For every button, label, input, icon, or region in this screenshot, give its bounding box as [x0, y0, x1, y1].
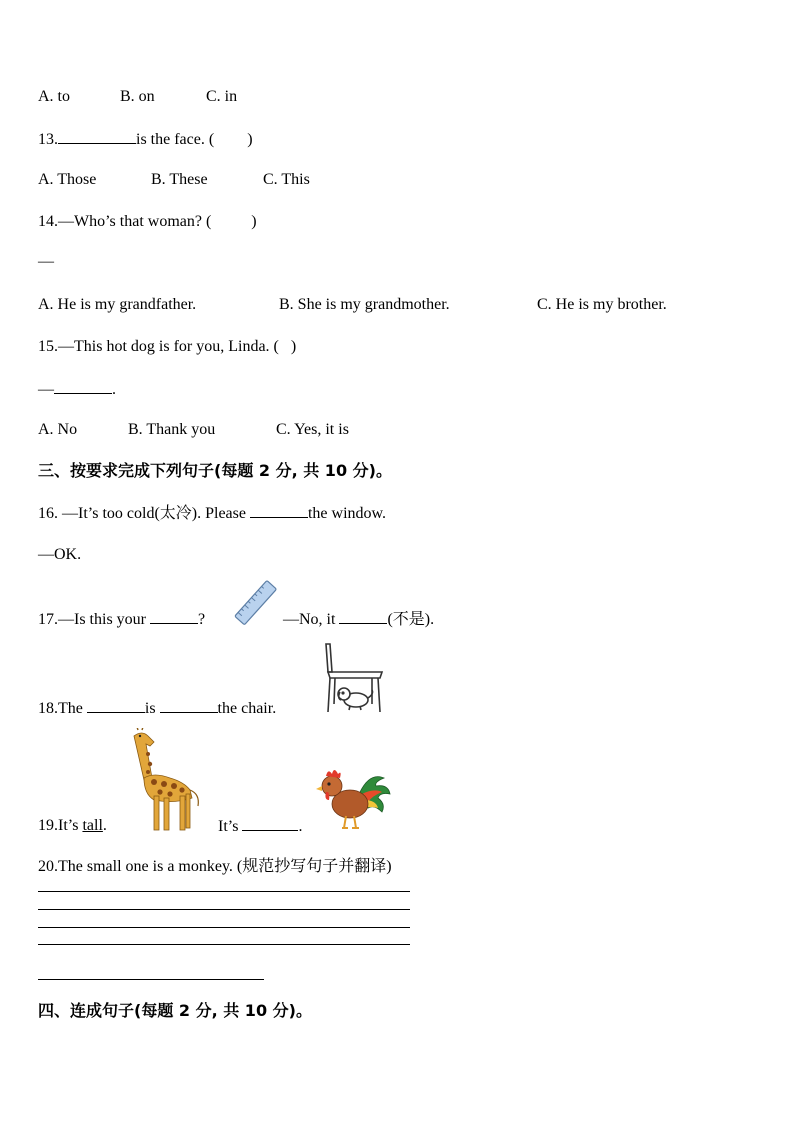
q15-blank: [54, 379, 112, 394]
q12-option-b: B. on: [120, 88, 155, 105]
ruler-icon: [230, 580, 282, 626]
q13-number: 13.: [38, 131, 58, 148]
q18-blank-2: [160, 698, 218, 713]
q15-option-c: C. Yes, it is: [276, 421, 349, 438]
q17-blank-1: [150, 609, 198, 624]
q18-blank-1: [87, 698, 145, 713]
q18-part1: 18.The: [38, 700, 83, 717]
section-3-title: 三、按要求完成下列句子(每题 2 分, 共 10 分)。: [38, 461, 392, 480]
q17-part2: —No, it: [283, 611, 336, 628]
q15-answer-line: [38, 379, 116, 400]
q18-part3: the chair.: [217, 700, 277, 717]
q13-text: is the face. (: [136, 131, 215, 148]
q14-text: 14.—Who’s that woman? (: [38, 213, 212, 230]
q15-option-b: B. Thank you: [128, 421, 216, 438]
question-18: [38, 698, 276, 719]
q14-answer-dash: —: [38, 253, 54, 270]
q13-option-c: C. This: [263, 171, 310, 188]
q17-part3: (不是).: [387, 611, 435, 628]
q15-option-a: A. No: [38, 421, 78, 438]
q14-close: ): [251, 213, 257, 230]
question-19-part-b: [218, 816, 302, 837]
q13-option-b: B. These: [151, 171, 208, 188]
q15-period: .: [112, 381, 116, 398]
q16-part2: the window.: [307, 505, 387, 522]
q13-close: ): [247, 131, 253, 148]
q19-blank: [242, 816, 298, 831]
q14-option-b: B. She is my grandmother.: [279, 296, 450, 313]
question-20: 20.The small one is a monkey. (规范抄写句子并翻译): [38, 858, 392, 875]
q13-option-a: A. Those: [38, 171, 97, 188]
q16-reply: —OK.: [38, 546, 82, 563]
rooster-icon: [312, 764, 392, 832]
q15-text: 15.—This hot dog is for you, Linda. (: [38, 338, 279, 355]
dog-under-chair-icon: [320, 640, 386, 716]
q13-blank: [58, 129, 136, 144]
q17-reply: [283, 609, 434, 630]
question-19-part-a: [38, 816, 107, 836]
q12-option-a: A. to: [38, 88, 70, 105]
q14-option-c: C. He is my brother.: [537, 296, 667, 313]
q19-dot2: .: [298, 818, 303, 835]
q17-question-mark: ?: [198, 611, 206, 628]
q16-part1: 16. —It’s too cold(太冷). Please: [38, 505, 246, 522]
q12-option-c: C. in: [206, 88, 238, 105]
writing-line-1: [38, 891, 410, 892]
writing-line-2: [38, 909, 410, 910]
question-17: [38, 609, 205, 630]
translation-line: [38, 979, 264, 980]
q19-part2: It’s: [218, 818, 239, 835]
q14-option-a: A. He is my grandfather.: [38, 296, 197, 313]
writing-line-4: [38, 944, 410, 945]
q17-part1: 17.—Is this your: [38, 611, 146, 628]
question-13: [38, 129, 253, 150]
q19-dot: .: [102, 817, 107, 834]
q16-blank: [250, 503, 308, 518]
writing-line-3: [38, 927, 410, 928]
q19-word: tall: [82, 817, 103, 834]
question-15: [38, 337, 296, 357]
section-4-title: 四、连成句子(每题 2 分, 共 10 分)。: [38, 1001, 312, 1020]
q19-part1: 19.It’s: [38, 817, 79, 834]
q15-close: ): [290, 338, 297, 355]
q18-part2: is: [144, 700, 156, 717]
question-14: [38, 212, 257, 232]
q15-answer-dash: —: [38, 381, 54, 398]
q17-blank-2: [339, 609, 387, 624]
giraffe-icon: [124, 728, 206, 834]
question-16: [38, 503, 386, 524]
